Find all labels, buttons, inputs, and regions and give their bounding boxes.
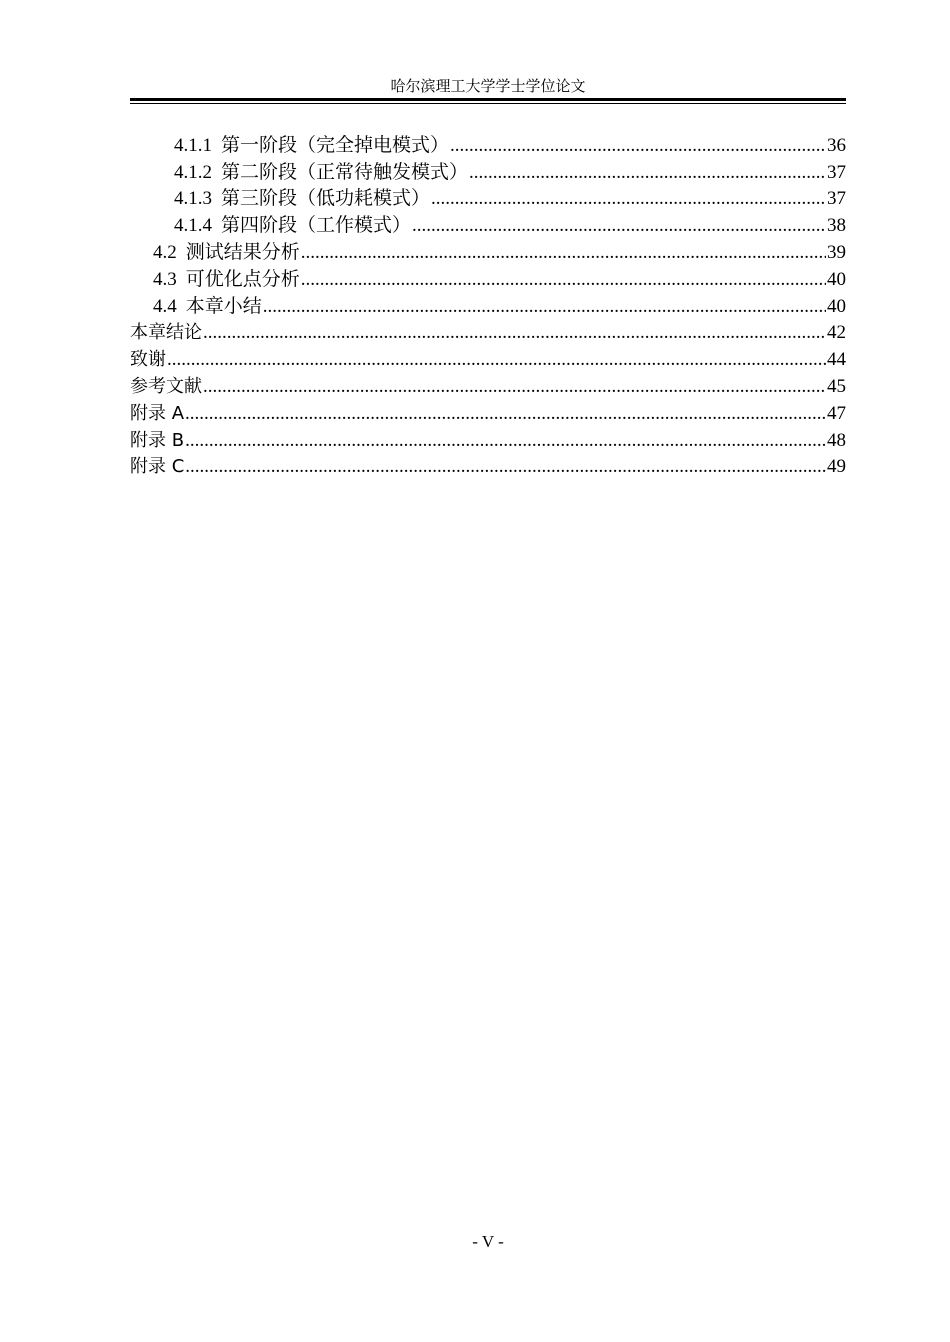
toc-entry-page: 37 xyxy=(827,188,846,210)
toc-dot-leader xyxy=(185,454,826,480)
toc-entry-number: 4.2 xyxy=(153,241,177,263)
toc-entry[interactable] xyxy=(130,320,846,347)
toc-entry-title: 可优化点分析 xyxy=(185,268,300,290)
toc-entry-number: 4.1.1 xyxy=(174,134,212,156)
toc-entry-title: 本章结论 xyxy=(130,322,202,344)
toc-entry-title: 致谢 xyxy=(130,349,166,371)
toc-entry-page: 44 xyxy=(827,349,846,371)
toc-entry[interactable] xyxy=(130,427,846,454)
toc-entry-title: 第四阶段（工作模式） xyxy=(221,215,412,237)
toc-entry[interactable] xyxy=(130,266,846,293)
toc-dot-leader xyxy=(185,428,826,454)
toc-dot-leader xyxy=(185,401,826,427)
toc-entry-title: 本章小结 xyxy=(185,295,262,317)
header-rule-thin xyxy=(130,103,846,104)
toc-entry-number: 4.3 xyxy=(153,268,177,290)
toc-entry[interactable] xyxy=(130,239,846,266)
toc-dot-leader xyxy=(412,213,826,239)
toc-entry-number: 4.1.4 xyxy=(174,215,212,237)
toc-dot-leader xyxy=(469,160,826,186)
toc-dot-leader xyxy=(301,240,826,266)
toc-dot-leader xyxy=(203,374,826,400)
toc-entry-page: 45 xyxy=(827,375,846,397)
toc-entry[interactable] xyxy=(130,132,846,159)
table-of-contents xyxy=(130,132,846,480)
toc-entry-number: 4.1.3 xyxy=(174,188,212,210)
toc-entry-page: 49 xyxy=(827,456,846,478)
toc-entry-page: 38 xyxy=(827,215,846,237)
page-header-title: 哈尔滨理工大学学士学位论文 xyxy=(390,79,586,95)
toc-entry[interactable] xyxy=(130,346,846,373)
toc-dot-leader xyxy=(203,320,826,346)
toc-dot-leader xyxy=(450,133,826,159)
toc-dot-leader xyxy=(301,267,826,293)
toc-entry-number: 4.1.2 xyxy=(174,161,212,183)
toc-entry-page: 40 xyxy=(827,295,846,317)
toc-entry[interactable] xyxy=(130,400,846,427)
toc-entry-number: 4.4 xyxy=(153,295,177,317)
toc-entry-page: 37 xyxy=(827,161,846,183)
toc-entry-title: 第一阶段（完全掉电模式） xyxy=(221,134,450,156)
toc-entry[interactable] xyxy=(130,186,846,213)
toc-dot-leader xyxy=(167,347,826,373)
page-footer-number: - V - xyxy=(472,1232,504,1251)
toc-entry[interactable] xyxy=(130,293,846,320)
toc-entry-page: 39 xyxy=(827,241,846,263)
toc-entry[interactable] xyxy=(130,454,846,481)
toc-entry-title: 附录 B xyxy=(130,429,185,451)
toc-entry-title: 第三阶段（低功耗模式） xyxy=(221,188,431,210)
toc-entry[interactable] xyxy=(130,212,846,239)
toc-entry-page: 40 xyxy=(827,268,846,290)
toc-dot-leader xyxy=(431,186,826,212)
toc-entry-title: 附录 C xyxy=(130,456,185,478)
toc-entry-title: 参考文献 xyxy=(130,375,202,397)
toc-entry-page: 47 xyxy=(827,402,846,424)
toc-entry[interactable] xyxy=(130,373,846,400)
toc-dot-leader xyxy=(263,294,826,320)
header-rule-thick xyxy=(130,98,846,101)
toc-entry-page: 48 xyxy=(827,429,846,451)
toc-entry-title: 附录 A xyxy=(130,402,185,424)
toc-entry-page: 42 xyxy=(827,322,846,344)
toc-entry-title: 测试结果分析 xyxy=(185,241,300,263)
toc-entry-page: 36 xyxy=(827,134,846,156)
toc-entry[interactable] xyxy=(130,159,846,186)
toc-entry-title: 第二阶段（正常待触发模式） xyxy=(221,161,469,183)
